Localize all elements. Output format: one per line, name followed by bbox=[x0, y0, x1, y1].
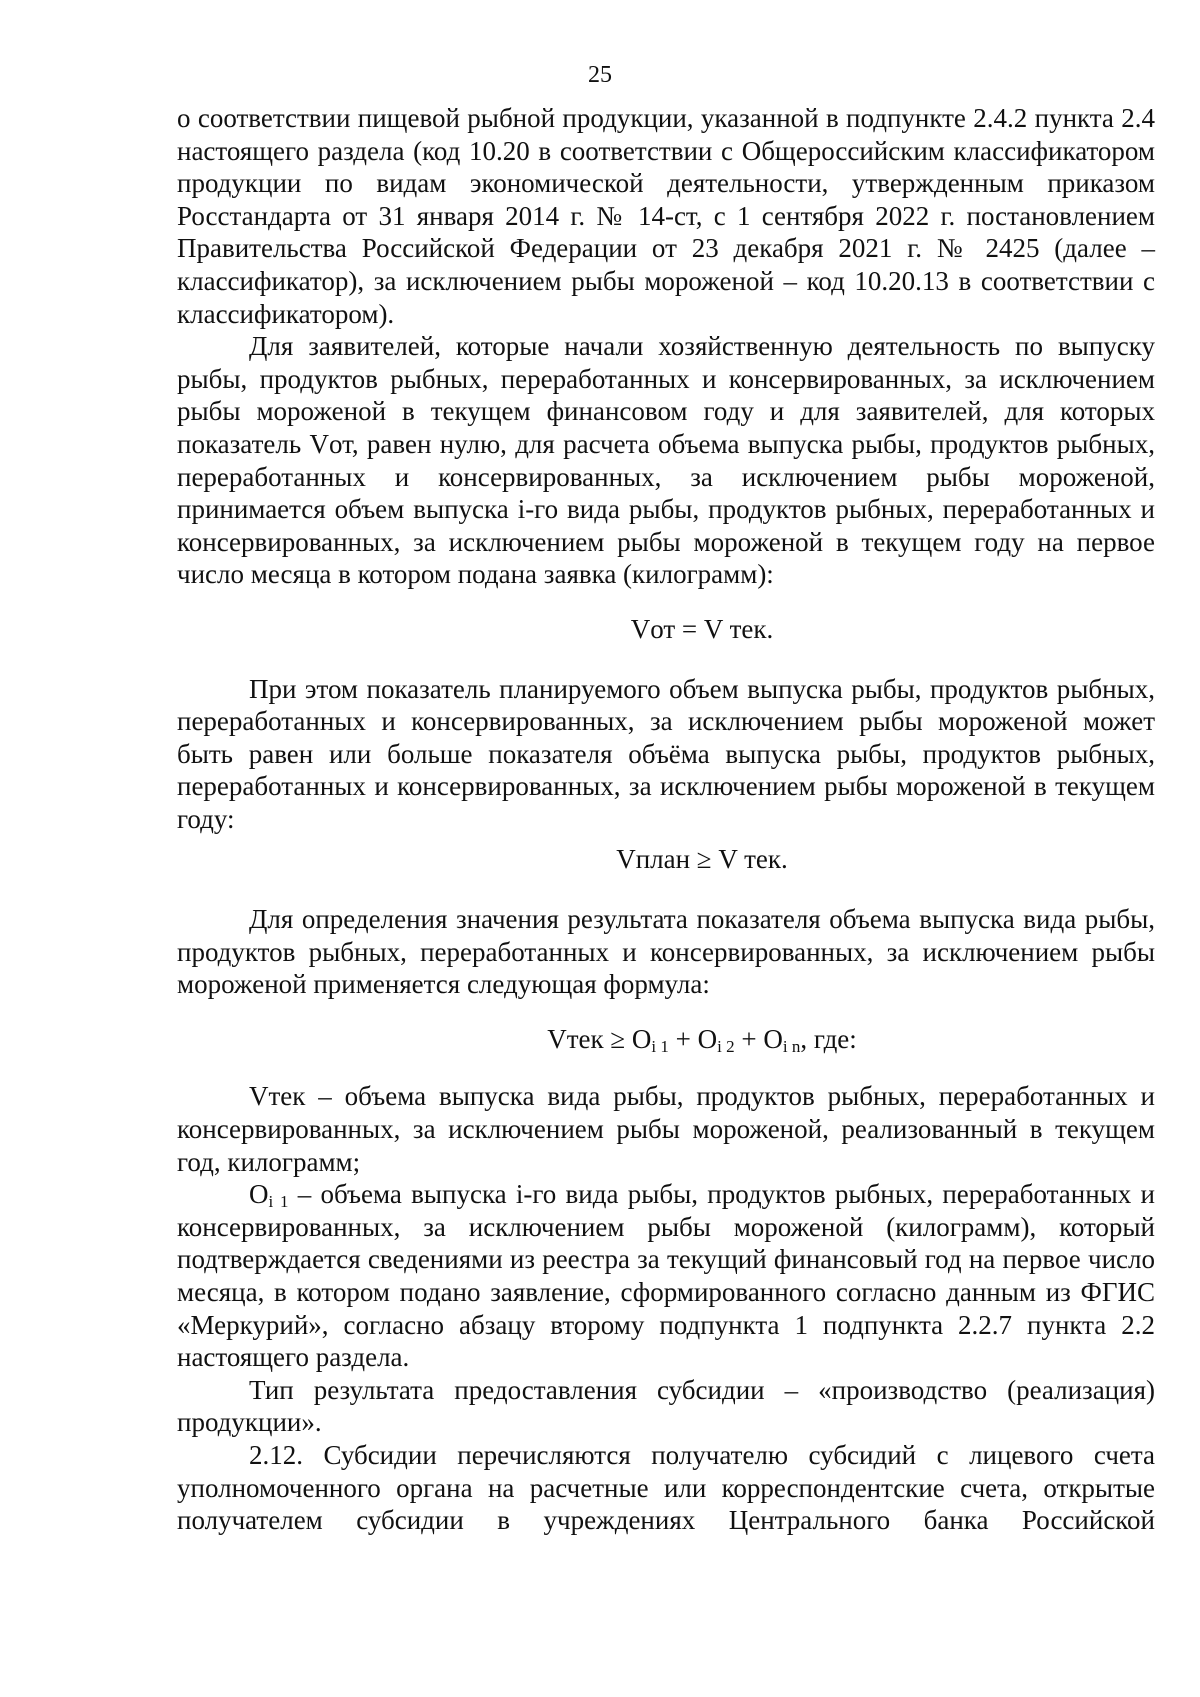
formula-vtek bbox=[177, 1023, 1155, 1056]
formula-plus-2: + О bbox=[734, 1023, 783, 1054]
page-number: 25 bbox=[588, 62, 612, 88]
paragraph-oi1-definition bbox=[177, 1178, 1155, 1374]
paragraph-2-12: 2.12. Субсидии перечисляются получателю субсидий с лицевого счета уполномоченного органа на расчетные или корреспондентские счета, открытые получателем субсидии в учреждениях Центрального банка Российской bbox=[177, 1439, 1155, 1536]
paragraph-new-applicants: Для заявителей, которые начали хозяйственную деятельность по выпуску рыбы, продуктов рыбных, переработанных и консервированных, за исключением рыбы мороженой в текущем финансовом году и для заявителей, для которых показатель Vот, равен нулю, для расчета объема выпуска рыбы, продуктов рыбных, переработанных и консервированных, за исключением рыбы мороженой, принимается объем выпуска i-го вида рыбы, продуктов рыбных, переработанных и консервированных, за исключением рыбы мороженой в текущем году на первое число месяца в котором подана заявка (килограмм): bbox=[177, 331, 1155, 590]
formula-plus-1: + О bbox=[668, 1023, 718, 1054]
oi1-subscript: i 1 bbox=[268, 1192, 289, 1212]
paragraph-vtek-definition: Vтек – объема выпуска вида рыбы, продуктов рыбных, переработанных и консервированных, за исключением рыбы мороженой, реализованный в текущем год, килограмм; bbox=[177, 1081, 1155, 1177]
formula-sub-1: i 1 bbox=[651, 1036, 669, 1056]
formula-vplan: Vплан ≥ V тек. bbox=[616, 844, 788, 875]
formula-sub-n: i n bbox=[782, 1036, 801, 1056]
paragraph-continuation: о соответствии пищевой рыбной продукции, указанной в подпункте 2.4.2 пункта 2.4 настоящего раздела (код 10.20 в соответствии с Общероссийским классификатором продукции по видам экономической деятельности, утвержденным приказом Росстандарта от 31 января 2014 г. № 14-ст, с 1 сентября 2022 г. постановлением Правительства Российской Федерации от 23 декабря 2021 г. № 2425 (далее – классификатор), за исключением рыбы мороженой – код 10.20.13 в соответствии с классификатором). bbox=[177, 103, 1155, 329]
paragraph-result-type: Тип результата предоставления субсидии – «производство (реализация) продукции». bbox=[177, 1374, 1155, 1438]
oi1-symbol: О bbox=[249, 1179, 269, 1210]
oi1-text: – объема выпуска i-го вида рыбы, продуктов рыбных, переработанных и консервированных, за исключением рыбы мороженой (килограмм), который подтверждается сведениями из реестра за текущий финансовый год на первое число месяца, в котором подано заявление, сформированного согласно данным из ФГИС «Меркурий», согласно абзацу второму подпункта 1 подпункта 2.2.7 пункта 2.2 настоящего раздела. bbox=[177, 1179, 1155, 1373]
formula-vot: Vот = V тек. bbox=[630, 613, 774, 644]
paragraph-planned-volume: При этом показатель планируемого объем выпуска рыбы, продуктов рыбных, переработанных и консервированных, за исключением рыбы мороженой может быть равен или больше показателя объёма выпуска рыбы, продуктов рыбных, переработанных и консервированных, за исключением рыбы мороженой в текущем году: bbox=[177, 673, 1155, 834]
formula-vtek-left: Vтек ≥ О bbox=[547, 1023, 652, 1054]
paragraph-result-formula: Для определения значения результата показателя объема выпуска вида рыбы, продуктов рыбных, переработанных и консервированных, за исключением рыбы мороженой применяется следующая формула: bbox=[177, 904, 1155, 1000]
formula-sub-2: i 2 bbox=[717, 1036, 735, 1056]
document-body bbox=[177, 102, 1155, 1537]
formula-tail: , где: bbox=[800, 1023, 857, 1054]
